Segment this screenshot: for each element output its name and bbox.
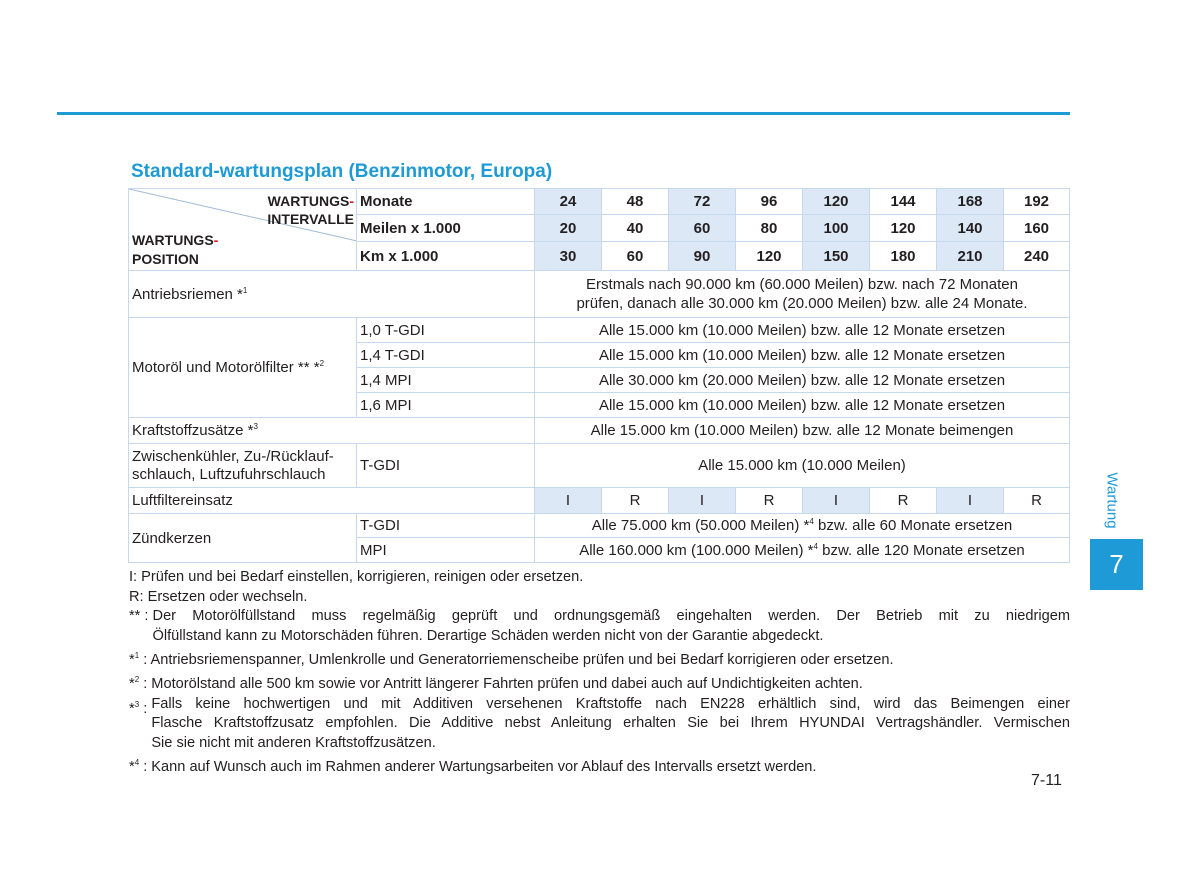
item-label-luftfilter: Luftfiltereinsatz xyxy=(129,488,535,514)
miles-value: 120 xyxy=(870,215,937,242)
row-kraftstoffzusaetze xyxy=(129,418,1070,444)
month-value: 144 xyxy=(870,189,937,215)
luftfilter-value: R xyxy=(1004,488,1070,514)
miles-value: 80 xyxy=(736,215,803,242)
footnotes xyxy=(129,568,1070,778)
month-value: 120 xyxy=(803,189,870,215)
engine-variant: 1,0 T-GDI xyxy=(357,318,535,343)
note-1: *$^1$ : Antriebsriemenspanner, Umlenkrolle und Generatorriemenscheibe prüfen und bei Bedarf korrigieren oder ersetzen. xyxy=(129,651,894,668)
header-row-months xyxy=(129,189,1070,215)
interval-antriebsriemen: Erstmals nach 90.000 km (60.000 Meilen) bzw. nach 72 Monaten prüfen, danach alle 30.000 km (20.000 Meilen) bzw. alle 24 Monate. xyxy=(535,271,1070,318)
interval-motoroel: Alle 15.000 km (10.000 Meilen) bzw. alle 12 Monate ersetzen xyxy=(535,318,1070,343)
row-zwischenkuehler xyxy=(129,444,1070,488)
km-value: 30 xyxy=(535,242,602,271)
note-i: I: Prüfen und bei Bedarf einstellen, korrigieren, reinigen oder ersetzen. xyxy=(129,569,584,585)
km-value: 60 xyxy=(602,242,669,271)
luftfilter-value: I xyxy=(669,488,736,514)
month-value: 24 xyxy=(535,189,602,215)
engine-variant: 1,4 MPI xyxy=(357,368,535,393)
km-value: 120 xyxy=(736,242,803,271)
note-2: *$^2$ : Motorölstand alle 500 km sowie vor Antritt längerer Fahrten prüfen und dabei auch auf Undichtigkeiten achten. xyxy=(129,675,863,693)
item-label-zwischenkuehler: Zwischenkühler, Zu-/Rücklauf- schlauch, Luftzufuhrschlauch xyxy=(129,444,357,488)
engine-variant: T-GDI xyxy=(357,514,535,538)
chapter-side-label: Wartung xyxy=(1103,471,1121,529)
km-value: 210 xyxy=(937,242,1004,271)
miles-value: 60 xyxy=(669,215,736,242)
item-label-zuendkerzen: Zündkerzen xyxy=(129,514,357,563)
note-text: Falls keine hochwertigen und mit Additiven versehenen Kraftstoffe nach EN228 erhältlich sind, wird das Beimengen einer Flasche Kraftstoffzusatz empfohlen. Die Additive nebst Anleitung erhalten Sie bei Ihrem HYUNDAI Vertragshändler. Vermischen Sie sie nicht mit anderen Kraftstoffzusätzen. xyxy=(151,695,1070,751)
note-text: Der Motorölfüllstand muss regelmäßig geprüft und ordnungsgemäß eingehalten werden. Der Betrieb mit zu niedrigem Ölfüllstand kann zu Motorschäden führen. Derartige Schäden werden nicht von der Garantie abgedeckt. xyxy=(152,608,1070,644)
engine-variant: 1,4 T-GDI xyxy=(357,343,535,368)
item-label-motoroel: Motoröl und Motorölfilter ** *$^2$ xyxy=(129,318,357,418)
interval-zwischenkuehler: Alle 15.000 km (10.000 Meilen) xyxy=(535,444,1070,488)
page-number: 7-11 xyxy=(1031,772,1062,789)
interval-motoroel: Alle 15.000 km (10.000 Meilen) bzw. alle 12 Monate ersetzen xyxy=(535,343,1070,368)
note-3: *$^3$ : Falls keine hochwertigen und mit Additiven versehenen Kraftstoffe nach EN228 erhältlich sind, wird das Beimengen einer Flasche Kraftstoffzusatz empfohlen. Die Additive nebst Anleitung erhalten Sie bei Ihrem HYUNDAI Vertragshändler. Vermischen Sie sie nicht mit anderen Kraftstoffzusätzen. xyxy=(129,695,1070,754)
header-label-miles: Meilen x 1.000 xyxy=(357,215,535,242)
note-4: *$^4$ : Kann auf Wunsch auch im Rahmen anderer Wartungsarbeiten vor Ablauf des Intervalls ersetzt werden. xyxy=(129,758,817,776)
interval-motoroel: Alle 15.000 km (10.000 Meilen) bzw. alle 12 Monate ersetzen xyxy=(535,393,1070,418)
miles-value: 140 xyxy=(937,215,1004,242)
luftfilter-value: I xyxy=(803,488,870,514)
interval-motoroel: Alle 30.000 km (20.000 Meilen) bzw. alle 12 Monate ersetzen xyxy=(535,368,1070,393)
month-value: 192 xyxy=(1004,189,1070,215)
miles-value: 40 xyxy=(602,215,669,242)
luftfilter-value: I xyxy=(937,488,1004,514)
km-value: 150 xyxy=(803,242,870,271)
row-zuendkerzen-1 xyxy=(129,514,1070,538)
luftfilter-value: R xyxy=(870,488,937,514)
interval-zuendkerzen: Alle 160.000 km (100.000 Meilen) *$^4$ bzw. alle 120 Monate ersetzen xyxy=(535,538,1070,563)
luftfilter-value: R xyxy=(602,488,669,514)
note-key: ** : xyxy=(129,608,153,624)
position-label: WARTUNGS- POSITION xyxy=(132,232,219,267)
section-title: Standard-wartungsplan (Benzinmotor, Europa) xyxy=(131,161,553,182)
item-label-antriebsriemen: Antriebsriemen *$^1$ xyxy=(129,271,535,318)
note-r: R: Ersetzen oder wechseln. xyxy=(129,588,308,605)
km-value: 240 xyxy=(1004,242,1070,271)
header-label-km: Km x 1.000 xyxy=(357,242,535,271)
engine-variant: MPI xyxy=(357,538,535,563)
miles-value: 20 xyxy=(535,215,602,242)
month-value: 168 xyxy=(937,189,1004,215)
km-value: 180 xyxy=(870,242,937,271)
chapter-tab: 7 xyxy=(1090,539,1143,590)
month-value: 72 xyxy=(669,189,736,215)
header-label-months: Monate xyxy=(357,189,535,215)
month-value: 96 xyxy=(736,189,803,215)
miles-value: 160 xyxy=(1004,215,1070,242)
top-rule xyxy=(57,112,1070,115)
item-label-kraftstoffzusaetze: Kraftstoffzusätze *$^3$ xyxy=(129,418,535,444)
engine-variant: 1,6 MPI xyxy=(357,393,535,418)
engine-variant: T-GDI xyxy=(357,444,535,488)
note-double-star xyxy=(129,607,1070,646)
row-antriebsriemen xyxy=(129,271,1070,318)
row-luftfilter xyxy=(129,488,1070,514)
month-value: 48 xyxy=(602,189,669,215)
interval-zuendkerzen: Alle 75.000 km (50.000 Meilen) *$^4$ bzw. alle 60 Monate ersetzen xyxy=(535,514,1070,538)
maintenance-table xyxy=(128,188,1070,563)
intervals-label: WARTUNGS- INTERVALLE xyxy=(267,193,354,227)
luftfilter-value: I xyxy=(535,488,602,514)
miles-value: 100 xyxy=(803,215,870,242)
row-motoroel-1 xyxy=(129,318,1070,343)
km-value: 90 xyxy=(669,242,736,271)
luftfilter-value: R xyxy=(736,488,803,514)
interval-kraftstoffzusaetze: Alle 15.000 km (10.000 Meilen) bzw. alle 12 Monate beimengen xyxy=(535,418,1070,444)
diagonal-header-cell xyxy=(129,189,357,271)
